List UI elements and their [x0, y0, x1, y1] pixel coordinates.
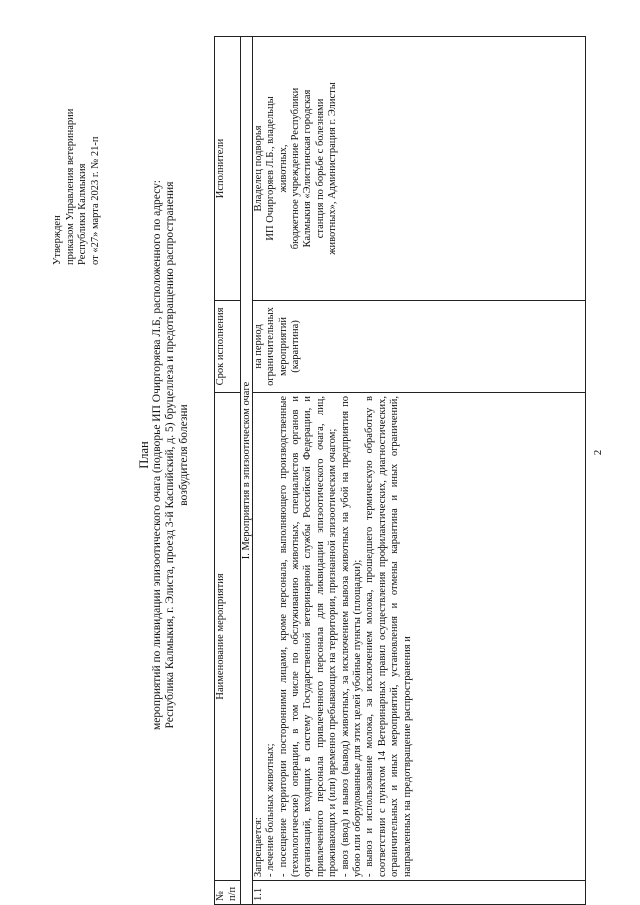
executor-line: ИП Очиргоряев Л.Б., владельцы — [265, 96, 277, 241]
executor-line: бюджетное учреждение Республики — [290, 87, 302, 250]
approval-line: Республики Калмыкия — [77, 163, 89, 265]
header-deadline: Срок исполнения — [215, 300, 241, 392]
document-title — [138, 105, 191, 805]
section-row — [240, 36, 252, 904]
measure-line: - посещение территории посторонними лицами, кроме персонала, выполняющего производственные (технологические) операции, в том числе по обслуживанию животных, специалистов органов и организаций, входящих в систему Государственной ветеринарной службы Российской Федерации, и привлеченного персонала привлеченного персонала для ликвидации эпизоотического очага, лиц, проживающих и (или) временно пребывающих на территории, признанной эпизоотическим очагом; — [277, 395, 339, 877]
executor-line: животных», Администрация г. Элисты — [327, 82, 339, 255]
deadline-line: ограничительных — [265, 307, 277, 386]
title-line: мероприятий по ликвидации эпизоотического очага (подворье ИП Очиргоряева Л.Б, расположенного по адресу: — [151, 180, 164, 730]
approval-stamp — [52, 15, 102, 265]
table-row — [252, 36, 585, 904]
header-num: № п/п — [215, 881, 241, 905]
approval-line: Утвержден — [52, 215, 63, 265]
page-number: 2 — [592, 449, 604, 456]
deadline-cell — [252, 300, 585, 392]
row-number: 1.1 — [252, 881, 585, 905]
executor-line: станция по борьбе с болезнями — [314, 98, 326, 239]
executor-line: животных, — [277, 144, 289, 193]
header-name: Наименование мероприятия — [215, 392, 241, 880]
deadline-line: на период — [252, 324, 264, 369]
measure-line: - вывоз и использование молока, за исключением молока, прошедшего термическую обработку в соответствии с пунктом 14 Ветеринарных правил осуществления профилактических, диагностических, ограничительных и иных мероприятий, установления и отмены карантина и иных ограничений, направленных на предотвращение распространения и — [364, 395, 413, 877]
title-line: Республика Калмыкия, г. Элиста, проезд 3-й Каспийский, д. 5) бруцеллеза и предотвращению распространения — [164, 181, 177, 729]
measure-line: Запрещается: — [252, 817, 264, 877]
deadline-line: мероприятий — [277, 317, 289, 376]
approval-line: приказом Управления ветеринарии — [64, 108, 76, 265]
header-row — [215, 36, 241, 904]
plan-heading: План — [137, 441, 151, 469]
executor-line: Владелец подворья — [252, 125, 264, 212]
measure-line: - ввоз (ввод) и вывоз (вывод) животных, за исключением вывоза животных на убой на предприятия по убою или оборудованные для этих целей убойные пункты (площадки); — [339, 395, 364, 877]
title-line: возбудителя болезни — [177, 404, 190, 506]
header-executors: Исполнители — [215, 36, 241, 300]
measure-line: - лечение больных животных; — [265, 743, 277, 877]
section-title: I. Мероприятия в эпизоотическом очаге — [240, 36, 252, 904]
plan-table — [214, 36, 586, 905]
deadline-line: (карантина) — [290, 320, 302, 373]
measures-cell — [252, 392, 585, 880]
executors-cell — [252, 36, 585, 300]
executor-line: Калмыкия «Элистинская городская — [302, 89, 314, 248]
approval-line: от «27» марта 2023 г. № 21-п — [89, 136, 101, 265]
